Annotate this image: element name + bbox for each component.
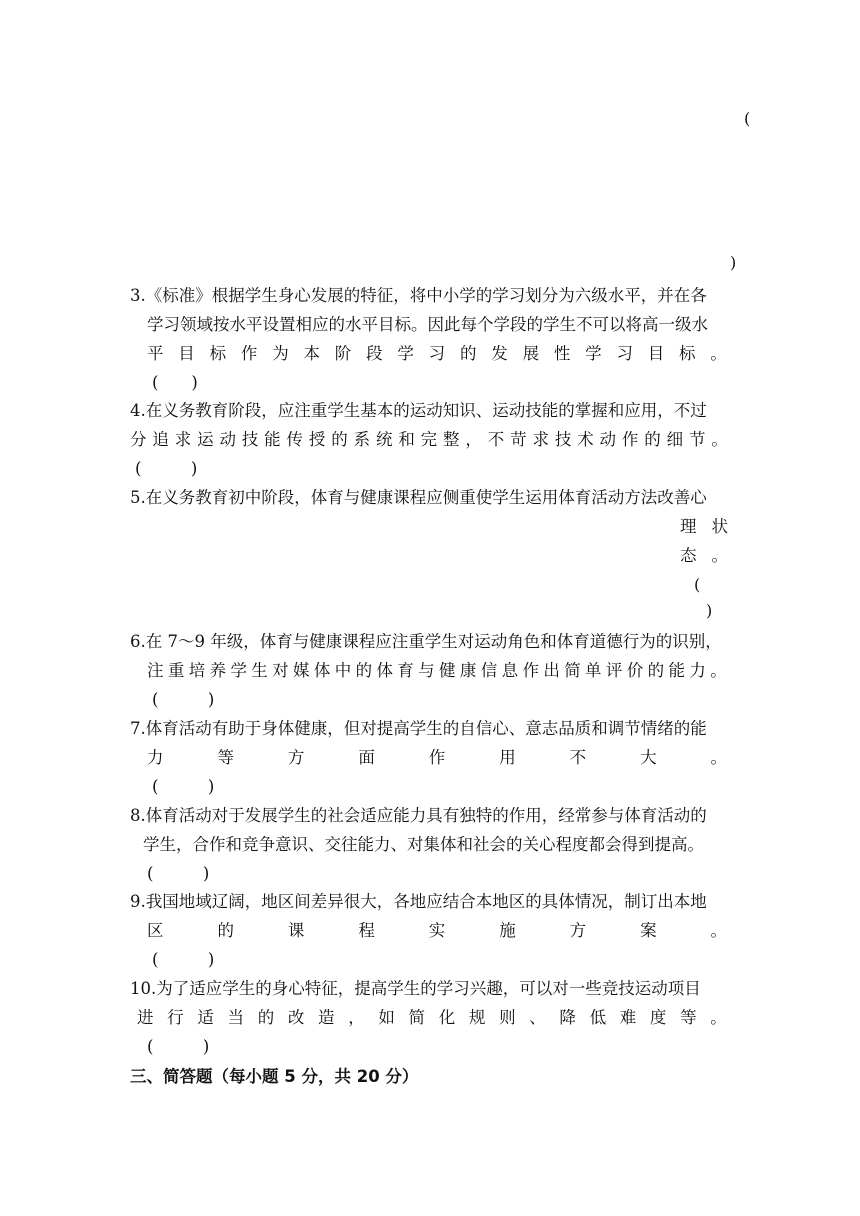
spread-char: 育	[397, 661, 414, 680]
spread-char: 的	[217, 921, 234, 940]
spread-char: 。	[710, 921, 727, 940]
spread-char: 度	[649, 1008, 667, 1027]
spread-char: 等	[217, 748, 234, 767]
spread-char: 细	[666, 430, 684, 449]
spread-char: 作	[428, 748, 446, 767]
spread-char: ，	[348, 1008, 365, 1027]
spread-char: 当	[227, 1008, 245, 1027]
spread-char: 习	[428, 344, 446, 363]
spread-char: 标	[679, 344, 696, 363]
spread-char: 平	[147, 344, 164, 363]
spread-char: 作	[621, 430, 639, 449]
spread-char: 的	[257, 1008, 275, 1027]
spread-char: 的	[647, 661, 665, 680]
spread-char: 重	[167, 661, 185, 680]
spread-char: 学	[230, 661, 247, 680]
spread-char: 技	[554, 430, 572, 449]
q3-answer-blank: ( )	[152, 373, 198, 392]
spread-char: 出	[543, 661, 560, 680]
spread-char: 目	[178, 344, 195, 363]
spread-char: 适	[197, 1008, 214, 1027]
spread-char: 施	[499, 921, 516, 940]
q6-answer-blank: ( )	[152, 690, 215, 709]
spread-char: 则	[499, 1008, 516, 1027]
q4-line-2	[130, 429, 728, 451]
q8-line-2: 学生，合作和竞争意识、交往能力、对集体和社会的关心程度都会得到提高。	[143, 835, 704, 854]
spread-char: 简	[408, 1008, 426, 1027]
spread-char: 运	[197, 430, 214, 449]
spread-char: 的	[644, 430, 661, 449]
spread-char: 注	[147, 661, 164, 680]
q9-answer-blank: ( )	[152, 950, 215, 969]
spread-char: 力	[147, 748, 164, 767]
spread-char: 和	[398, 430, 415, 449]
spread-char: 传	[286, 430, 304, 449]
spread-char: 信	[480, 661, 498, 680]
spread-char: 。	[710, 661, 727, 680]
spread-char: 改	[287, 1008, 305, 1027]
spread-char: 养	[209, 661, 227, 680]
spread-char: 节	[688, 430, 706, 449]
spread-char: 系	[353, 430, 371, 449]
spread-char: 中	[334, 661, 352, 680]
spread-char: 降	[559, 1008, 576, 1027]
spread-char: 息	[501, 661, 519, 680]
q3-line-1: 3.《标准》根据学生身心发展的特征，将中小学的学习划分为六级水平，并在各	[130, 286, 707, 305]
spread-char: 授	[308, 430, 326, 449]
spread-char: 单	[585, 661, 602, 680]
spread-char: 力	[689, 661, 706, 680]
spread-char: 简	[564, 661, 581, 680]
spread-char: 对	[272, 661, 289, 680]
spread-char: 能	[264, 430, 281, 449]
spread-char: 技	[241, 430, 259, 449]
spread-char: 用	[499, 748, 516, 767]
spread-char: 评	[605, 661, 623, 680]
spread-char: 苛	[510, 430, 527, 449]
spread-char: 整	[443, 430, 460, 449]
spread-char: 学	[585, 344, 602, 363]
q9-line-1: 9.我国地域辽阔，地区间差异很大，各地应结合本地区的具体情况，制订出本地	[130, 892, 707, 911]
spread-char: 动	[599, 430, 617, 449]
q8-answer-blank: ( )	[147, 864, 210, 883]
spread-char: 习	[616, 344, 633, 363]
spread-char: 造	[318, 1008, 335, 1027]
spread-char: 目	[647, 344, 665, 363]
spread-char: 康	[459, 661, 477, 680]
spread-char: 为	[272, 344, 289, 363]
spread-char: 化	[438, 1008, 456, 1027]
spread-char: 程	[358, 921, 375, 940]
q5-answer-open: (	[694, 575, 701, 594]
q7-line-1: 7.体育活动有助于身体健康，但对提高学生的自信心、意志品质和调节情绪的能	[130, 719, 707, 738]
spread-char: 追	[152, 430, 169, 449]
spread-char: 方	[287, 748, 305, 767]
q9-line-2	[147, 920, 727, 942]
q5-answer-close: )	[706, 601, 713, 620]
spread-char: 价	[626, 661, 644, 680]
q5-line-3	[680, 545, 728, 567]
spread-char: 不	[569, 748, 587, 767]
spread-char: 行	[167, 1008, 184, 1027]
spread-char: 进	[137, 1008, 154, 1027]
spread-char: 等	[680, 1008, 697, 1027]
spread-char: 面	[358, 748, 375, 767]
spread-char: 的	[331, 430, 348, 449]
spread-char: 分	[130, 430, 147, 449]
spread-char: 媒	[293, 661, 310, 680]
spread-char: 作	[522, 661, 539, 680]
spread-char: 如	[378, 1008, 395, 1027]
spread-char: 的	[459, 344, 477, 363]
q6-line-1: 6.在 7～9 年级，体育与健康课程应注重学生对运动角色和体育道德行为的识别，	[130, 632, 722, 651]
spread-char: 作	[240, 344, 258, 363]
spread-char: 不	[487, 430, 505, 449]
spread-char: 生	[251, 661, 268, 680]
spread-char: 案	[640, 921, 657, 940]
spread-char: 状	[711, 517, 728, 536]
spread-char: 完	[420, 430, 438, 449]
spread-char: 、	[529, 1008, 546, 1027]
q4-answer-blank: ( )	[135, 459, 198, 478]
spread-char: 本	[303, 344, 320, 363]
spread-char: 的	[355, 661, 373, 680]
q10-line-1: 10.为了适应学生的身心特征，提高学生的学习兴趣，可以对一些竞技运动项目	[130, 979, 701, 998]
spread-char: 理	[680, 517, 697, 536]
q10-line-2	[137, 1007, 727, 1029]
spread-char: 求	[532, 430, 549, 449]
q8-line-1: 8.体育活动对于发展学生的社会适应能力具有独特的作用，经常参与体育活动的	[130, 806, 707, 825]
spread-char: 段	[366, 344, 383, 363]
spread-char: 动	[219, 430, 236, 449]
spread-char: ，	[465, 430, 482, 449]
q7-answer-blank: ( )	[152, 777, 215, 796]
spread-char: 态	[680, 546, 697, 565]
spread-char: 规	[468, 1008, 486, 1027]
top-paren-close: )	[730, 253, 737, 272]
spread-char: 难	[619, 1008, 637, 1027]
top-paren-open: (	[744, 109, 751, 128]
spread-char: 发	[491, 344, 508, 363]
spread-char: 标	[209, 344, 227, 363]
q5-line-2	[680, 516, 728, 538]
spread-char: 体	[376, 661, 393, 680]
q4-line-1: 4.在义务教育阶段，应注重学生基本的运动知识、运动技能的掌握和应用，不过	[130, 401, 707, 420]
spread-char: 实	[428, 921, 446, 940]
q7-line-2	[147, 747, 727, 769]
spread-char: 展	[522, 344, 540, 363]
q10-answer-blank: ( )	[147, 1037, 210, 1056]
spread-char: 培	[188, 661, 206, 680]
spread-char: 方	[569, 921, 587, 940]
spread-char: 能	[668, 661, 685, 680]
spread-char: 。	[711, 430, 728, 449]
spread-char: 。	[710, 748, 727, 767]
spread-char: 术	[577, 430, 594, 449]
spread-char: 体	[313, 661, 331, 680]
spread-char: 低	[589, 1008, 607, 1027]
q3-line-3	[147, 343, 727, 365]
spread-char: 健	[439, 661, 456, 680]
q3-line-2: 学习领域按水平设置相应的水平目标。因此每个学段的学生不可以将高一级水	[147, 315, 708, 334]
spread-char: 区	[147, 921, 164, 940]
q6-line-2	[147, 660, 727, 682]
spread-char: 求	[174, 430, 192, 449]
spread-char: 学	[397, 344, 414, 363]
q5-line-1: 5.在义务教育初中阶段，体育与健康课程应侧重使学生运用体育活动方法改善心	[130, 488, 707, 507]
spread-char: 性	[553, 344, 571, 363]
spread-char: 。	[710, 1008, 727, 1027]
spread-char: 课	[287, 921, 305, 940]
section-heading-short-answer: 三、简答题（每小题 5 分，共 20 分）	[130, 1067, 419, 1086]
spread-char: 。	[710, 344, 727, 363]
spread-char: 阶	[334, 344, 352, 363]
spread-char: 。	[711, 546, 728, 565]
spread-char: 统	[375, 430, 393, 449]
spread-char: 大	[640, 748, 657, 767]
spread-char: 与	[418, 661, 435, 680]
